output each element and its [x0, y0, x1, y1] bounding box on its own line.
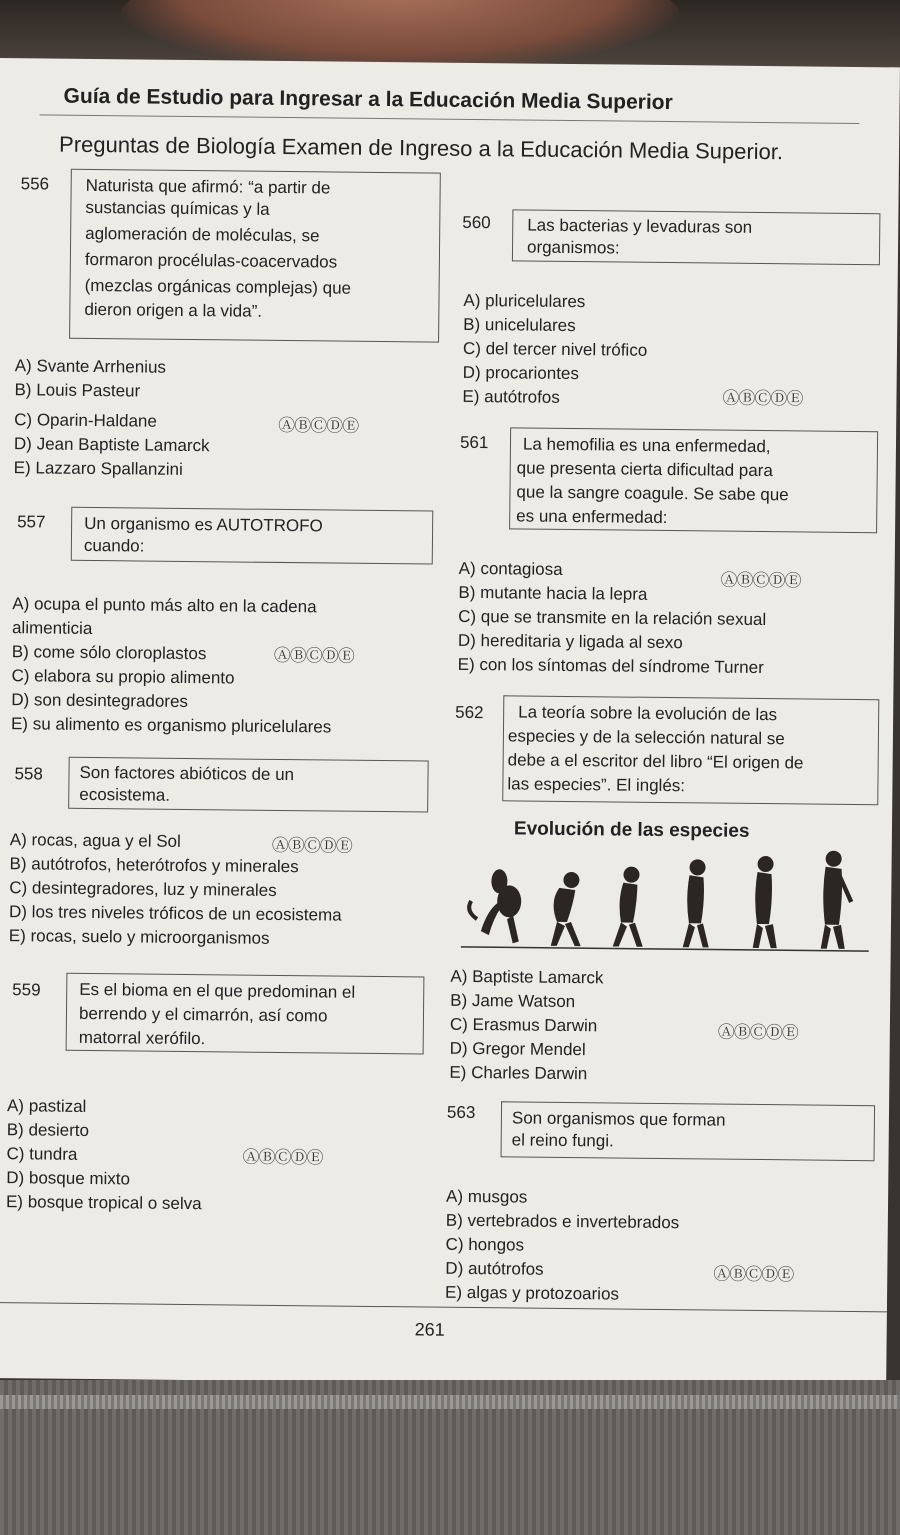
- stem-line: berrendo y el cimarrón, así como: [78, 1003, 328, 1026]
- option-b: B) come sólo cloroplastos: [11, 642, 207, 664]
- option-c: C) hongos: [445, 1234, 525, 1255]
- question-number: 563: [446, 1102, 476, 1123]
- stem-line: organismos:: [526, 237, 620, 258]
- answer-bubbles[interactable]: ⒶⒷⒸⒹⒺ: [242, 1147, 323, 1168]
- answer-bubbles[interactable]: ⒶⒷⒸⒹⒺ: [713, 1264, 794, 1285]
- option-a: A) pluricelulares: [463, 290, 586, 312]
- stem-line: Es el bioma en el que predominan el: [79, 979, 356, 1002]
- stem-line: Un organismo es AUTOTROFO: [84, 513, 323, 536]
- answer-bubbles[interactable]: ⒶⒷⒸⒹⒺ: [278, 415, 359, 436]
- option-e: E) su alimento es organismo pluricelulares: [10, 714, 332, 737]
- neanderthal-figure: [753, 856, 778, 948]
- stem-line: debe a el escritor del libro “El origen de: [507, 750, 804, 773]
- answer-bubbles[interactable]: ⒶⒷⒸⒹⒺ: [722, 388, 803, 409]
- option-a: A) rocas, agua y el Sol: [9, 830, 181, 851]
- background-band: [0, 1395, 900, 1409]
- stem-line: ecosistema.: [79, 784, 171, 805]
- option-a: A) musgos: [446, 1186, 528, 1207]
- question-number: 562: [455, 702, 484, 723]
- question-stem-box: [71, 507, 434, 565]
- option-b: B) mutante hacia la lepra: [458, 582, 648, 604]
- stem-line: sustancias químicas y la: [85, 197, 270, 219]
- option-d: D) Gregor Mendel: [449, 1038, 586, 1060]
- answer-bubbles[interactable]: ⒶⒷⒸⒹⒺ: [271, 835, 352, 856]
- option-a: A) Baptiste Lamarck: [450, 966, 604, 988]
- stem-line: matorral xerófilo.: [78, 1027, 206, 1049]
- evolution-illustration: [461, 841, 872, 955]
- option-d: D) Jean Baptiste Lamarck: [13, 434, 210, 456]
- option-b: B) Louis Pasteur: [14, 380, 141, 401]
- option-c: C) elabora su propio alimento: [11, 666, 235, 688]
- homo-sapiens-figure: [821, 851, 854, 949]
- option-e: E) con los síntomas del síndrome Turner: [457, 654, 764, 678]
- homo-erectus-figure: [683, 859, 710, 947]
- question-number: 559: [12, 980, 41, 1000]
- option-c: C) tundra: [6, 1144, 78, 1164]
- option-d: D) procariontes: [462, 362, 580, 384]
- question-number: 556: [20, 174, 50, 194]
- option-c: C) Oparin-Haldane: [14, 410, 157, 431]
- stem-line: Son organismos que forman: [511, 1108, 726, 1130]
- option-d: D) bosque mixto: [6, 1168, 131, 1189]
- stem-line: especies y de la selección natural se: [507, 726, 785, 749]
- footer-rule: [0, 1302, 887, 1312]
- option-b: B) Jame Watson: [450, 990, 576, 1012]
- primate-figure: [469, 869, 522, 944]
- option-b: B) desierto: [6, 1120, 90, 1140]
- page-subtitle: Preguntas de Biología Examen de Ingreso a la Educación Media Superior.: [58, 131, 784, 165]
- option-d: D) autótrofos: [445, 1258, 544, 1279]
- stem-line: (mezclas orgánicas complejas) que: [84, 275, 352, 298]
- question-stem-box: [501, 1101, 876, 1161]
- hominid-figure: [613, 866, 644, 946]
- option-a: A) pastizal: [6, 1096, 87, 1116]
- option-d: D) hereditaria y ligada al sexo: [457, 630, 683, 653]
- option-d: D) son desintegradores: [11, 690, 189, 712]
- stem-line: es una enfermedad:: [516, 506, 668, 528]
- option-d: D) los tres niveles tróficos de un ecosistema: [8, 902, 342, 925]
- figure-title: Evolución de las especies: [513, 818, 750, 842]
- question-stem-box: [69, 169, 441, 343]
- option-a: A) Svante Arrhenius: [14, 356, 167, 377]
- question-stem-box: [502, 695, 879, 805]
- stem-line: aglomeración de moléculas, se: [85, 223, 320, 246]
- option-e: E) algas y protozoarios: [445, 1282, 620, 1304]
- option-e: E) autótrofos: [462, 386, 560, 407]
- stem-line: las especies”. El inglés:: [507, 774, 686, 796]
- page-number: 261: [414, 1319, 445, 1340]
- question-number: 560: [462, 212, 491, 233]
- answer-bubbles[interactable]: ⒶⒷⒸⒹⒺ: [273, 645, 354, 666]
- stem-line: cuando:: [83, 535, 145, 556]
- page-title: Guía de Estudio para Ingresar a la Educación Media Superior: [63, 84, 673, 115]
- stem-line: La hemofilia es una enfermedad,: [522, 434, 771, 457]
- option-a: A) ocupa el punto más alto en la cadena: [12, 594, 317, 617]
- option-b: B) autótrofos, heterótrofos y minerales: [9, 854, 299, 877]
- stem-line: Naturista que afirmó: “a partir de: [85, 175, 331, 198]
- option-c: C) que se transmite en la relación sexual: [458, 606, 767, 630]
- question-stem-box: [512, 209, 881, 265]
- ground-line: [461, 947, 869, 951]
- question-stem-box: [68, 757, 429, 813]
- stem-line: La teoría sobre la evolución de las: [518, 702, 778, 725]
- answer-bubbles[interactable]: ⒶⒷⒸⒹⒺ: [717, 1022, 798, 1043]
- stem-line: que presenta cierta dificultad para: [516, 458, 773, 481]
- question-stem-box: [509, 427, 878, 533]
- option-c: C) desintegradores, luz y minerales: [9, 878, 277, 900]
- early-hominid-figure: [551, 872, 582, 946]
- option-e: E) Charles Darwin: [449, 1062, 588, 1084]
- option-e: E) rocas, suelo y microorganismos: [8, 926, 270, 948]
- stem-line: dieron origen a la vida”.: [84, 299, 263, 321]
- option-c: C) del tercer nivel trófico: [462, 338, 648, 360]
- title-rule: [39, 114, 859, 124]
- stem-line: que la sangre coagule. Se sabe que: [516, 482, 789, 505]
- stem-line: Son factores abióticos de un: [79, 762, 295, 785]
- option-e: E) Lazzaro Spallanzini: [13, 458, 183, 479]
- stem-line: formaron procélulas-coacervados: [84, 249, 338, 272]
- option-a: A) contagiosa: [458, 558, 563, 579]
- stem-line: Las bacterias y levaduras son: [527, 215, 753, 237]
- question-number: 561: [459, 432, 489, 453]
- worksheet-page: [0, 58, 900, 1387]
- option-c: C) Erasmus Darwin: [449, 1014, 598, 1036]
- stem-line: el reino fungi.: [511, 1130, 614, 1151]
- question-number: 557: [17, 512, 46, 532]
- option-b: B) vertebrados e invertebrados: [445, 1210, 680, 1233]
- option-e: E) bosque tropical o selva: [5, 1192, 202, 1214]
- option-b: B) unicelulares: [463, 314, 576, 336]
- question-stem-box: [66, 973, 425, 1055]
- question-number: 558: [14, 764, 43, 784]
- option-a-continued: alimenticia: [11, 618, 93, 638]
- answer-bubbles[interactable]: ⒶⒷⒸⒹⒺ: [720, 570, 801, 591]
